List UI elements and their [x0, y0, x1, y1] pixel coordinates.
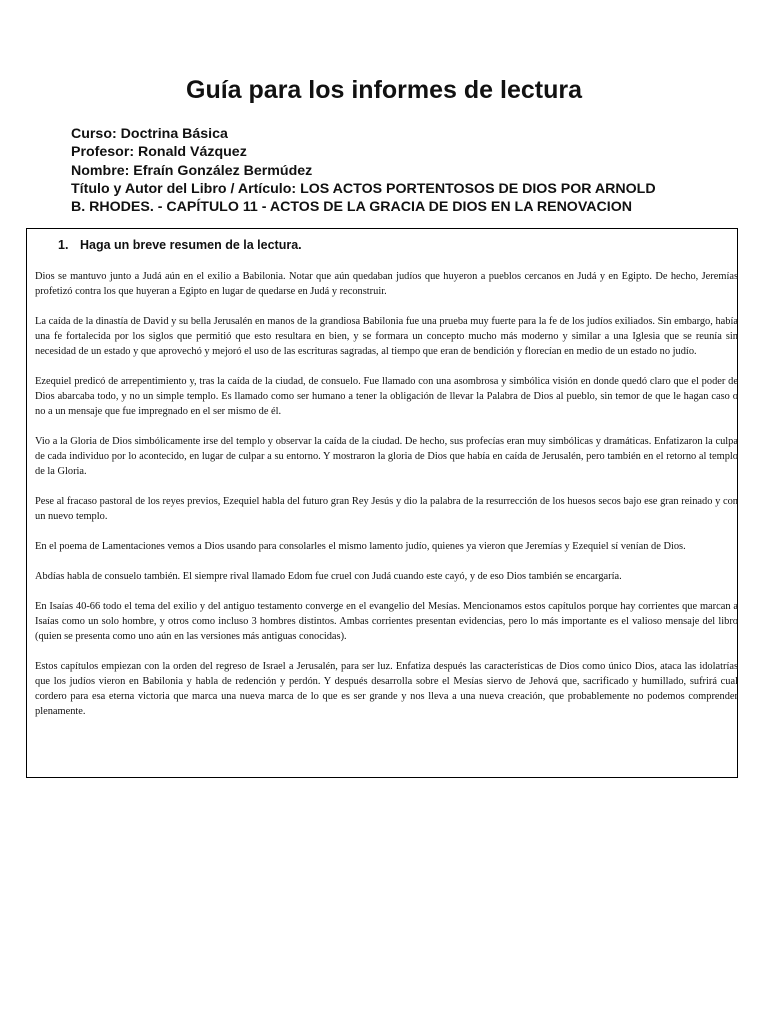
question-number: 1. — [58, 238, 69, 252]
book-title-line-1: Título y Autor del Libro / Artículo: LOS ACTOS PORTENTOSOS DE DIOS POR ARNOLD — [71, 180, 656, 197]
summary-text — [35, 269, 738, 734]
book-title-line-2: B. RHODES. - CAPÍTULO 11 - ACTOS DE LA GRACIA DE DIOS EN LA RENOVACION — [71, 199, 632, 216]
paragraph: En el poema de Lamentaciones vemos a Dios usando para consolarles el mismo lamento judío, quienes ya vieron que Jeremías y Ezequiel sí venían de Dios. — [35, 541, 686, 552]
paragraph: Dios se mantuvo junto a Judá aún en el exilio a Babilonia. Notar que aún quedaban judíos que huyeron a pueblos cercanos en Judá y en Egipto. De hecho, Jeremías profetizó contra los que huyeran a Egipto en lugar de quedarse en Judá y reconstruir. — [35, 271, 738, 297]
paragraph: Abdías habla de consuelo también. El siempre rival llamado Edom fue cruel con Judá cuando este cayó, y de eso Dios también se encargaría. — [35, 571, 622, 582]
paragraph: Ezequiel predicó de arrepentimiento y, tras la caída de la ciudad, de consuelo. Fue llamado con una asombrosa y simbólica visión en donde quedó claro que el poder de Dios abarcaba todo, y no un simple templo. Es llamado como ser humano a tener la obligación de llevar la Palabra de Dios al pueblo, sin temor de que le hagan caso o no a un mensaje que fue impregnado en el ser mismo de él. — [35, 376, 738, 417]
paragraph: Estos capítulos empiezan con la orden del regreso de Israel a Jerusalén, para ser luz. Enfatiza después las características de Dios como único Dios, ataca las idolatrías que los judíos vieron en Babilonia y habla de redención y perdón. Y después desarrolla sobre el Mesías siervo de Jehová que, sacrificado y humillado, sufrirá cual cordero para esa eterna victoria que marca una nueva marca de lo que es ser grande y nos lleva a una nueva creación, que probablemente no podemos comprender plenamente. — [35, 661, 738, 717]
paragraph: Vio a la Gloria de Dios simbólicamente irse del templo y observar la caída de la ciudad. De hecho, sus profecías eran muy simbólicas y dramáticas. Enfatizaron la culpa de cada individuo por lo acontecido, en lugar de culpar a su entorno. Y mostraron la gloria de Dios que había en caída de Jerusalén, pero también en el retorno al templo de la Gloria. — [35, 436, 738, 477]
paragraph: La caída de la dinastía de David y su bella Jerusalén en manos de la grandiosa Babilonia fue una prueba muy fuerte para la fe de los judíos exiliados. Sin embargo, había una fe fortalecida por los siglos que permitió que esto resultara en bien, y se formara un concepto mucho más moderno y similar a una Iglesia que se reunía sin necesidad de un estado y que aprovechó y mejoró el uso de las escrituras sagradas, al tiempo que eran de bendición y florecían en medio de un estado no judío. — [35, 316, 738, 357]
document-title: Guía para los informes de lectura — [186, 76, 582, 104]
paragraph: En Isaías 40-66 todo el tema del exilio y del antiguo testamento converge en el evangelio del Mesías. Mencionamos estos capítulos porque hay corrientes que marcan a Isaías como un solo hombre, y otros como incluso 3 hombres distintos. Ambas corrientes presentan evidencias, pero lo más importante es el valioso mensaje del libro (quien se presenta como uno aún en las versiones más antiguas conocidas). — [35, 601, 738, 642]
summary-box — [26, 228, 738, 778]
paragraph: Pese al fracaso pastoral de los reyes previos, Ezequiel habla del futuro gran Rey Jesús y dio la palabra de la resurrección de los huesos secos bajo ese gran reinado y con un nuevo templo. — [35, 496, 738, 522]
course-line: Curso: Doctrina Básica — [71, 126, 228, 142]
professor-line: Profesor: Ronald Vázquez — [71, 144, 247, 161]
question-text: Haga un breve resumen de la lectura. — [80, 238, 302, 252]
document-header-info — [71, 125, 711, 216]
student-name-line: Nombre: Efraín González Bermúdez — [71, 162, 313, 179]
question-heading — [58, 237, 302, 253]
